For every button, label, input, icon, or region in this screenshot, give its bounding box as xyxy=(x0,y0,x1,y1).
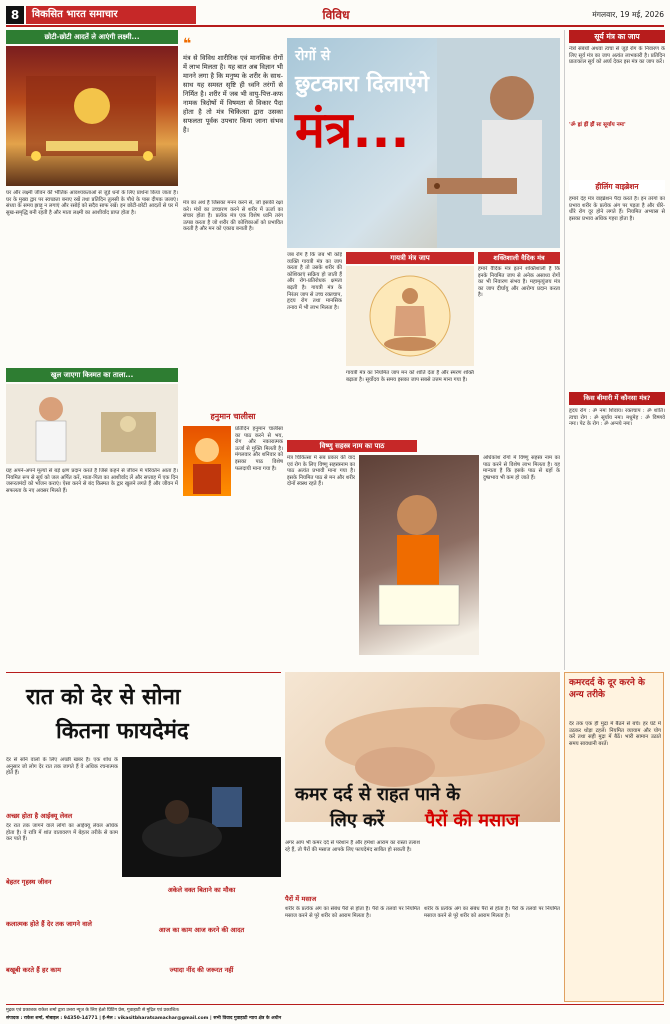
paper-name: विकसित भारत समाचार xyxy=(26,6,196,24)
yoga-illustration xyxy=(346,266,474,366)
sleep-sub-7: ज्यादा नींद की जरूरत नहीं xyxy=(169,966,234,974)
masthead xyxy=(6,6,664,24)
massage-headline-1: कमर दर्द से राहत पाने के xyxy=(295,784,461,805)
sleep-sub-3: कलात्मक होते हैं देर तक जागने वाले xyxy=(6,920,92,928)
sleep-headline-2: कितना फायदेमंद xyxy=(56,719,189,744)
vishnu-section xyxy=(287,440,560,660)
kamar-text: देर तक एक ही मुद्रा में बैठने से बचें। हर घंटे में उठकर थोड़ा टहलें। नियमित व्यायाम और योग करें तथा सही मुद्रा में बैठें। भारी सामान उठाते समय सावधानी बरतें। xyxy=(569,721,661,747)
sleep-intro: देर से सोने वालों के लिए अच्छी खबर है। एक शोध के अनुसार जो लोग देर रात तक जागते हैं वे अधिक रचनात्मक होते हैं। xyxy=(6,757,118,777)
meditation-figure-image xyxy=(346,266,474,366)
sleep-sub-4: बखूबी करते हैं हर काम xyxy=(6,966,61,974)
sleep-body: देर रात तक जागने वाले लोगों का आईक्यू लेवल अधिक होता है। वे रात्रि में शांत वातावरण में बेहतर तरीके से काम कर पाते हैं। xyxy=(6,823,118,843)
temple-photo xyxy=(6,46,178,186)
lead-headline-2: मंत्र... xyxy=(295,101,410,159)
hanuman-image xyxy=(183,426,231,496)
footer-line-2: संपादक : राकेश शर्मा, मोबाइल : 94350-14771 | ई-मेल : vikasitbharatsamachar@gmail.com | सभी विवाद गुवाहाटी न्याय क्षेत्र के अधीन xyxy=(6,1016,282,1021)
massage-headline-2b: पैरों की मसाज xyxy=(425,810,520,831)
sleep-sub-6: आज का काम आज करने की आदत xyxy=(158,926,245,934)
mantra-body-text: मंत्र का अर्थ है जिसका मनन करने से, जो इसकी रक्षा करे। मंत्रों का उच्चारण करने से शरीर में ऊर्जा का संचार होता है। प्रत्येक मंत्र एक विशेष ध्वनि तरंग उत्पन्न करता है जो शरीर की कोशिकाओं को प्रभावित करती है और मन को एकाग्र बनाती है। xyxy=(183,200,283,233)
kismat-banner: खुल जाएगा किस्मत का ताला... xyxy=(6,368,178,382)
night-phone-photo xyxy=(122,757,281,877)
gayatri-box xyxy=(346,252,474,437)
prayer-illustration xyxy=(6,384,178,464)
shakti-title: शक्तिशाली वैदिक मंत्र xyxy=(478,252,560,264)
surya-text: नेत्रों संबंधी अथवा त्वचा से जुड़े रोग के निवारण के लिए सूर्य मंत्र का जाप अत्यंत लाभकारी है। प्रतिदिन प्रातःकाल सूर्य को अर्घ्य देकर इस मंत्र का जाप करें। xyxy=(569,46,665,66)
temple-altar-image xyxy=(6,46,178,186)
kis-bimari-text: हृदय रोग : ॐ नमः शिवाय। रक्तचाप : ॐ शांति। त्वचा रोग : ॐ सूर्याय नमः। मधुमेह : ॐ विष्णवे नमः। पेट के रोग : ॐ अग्नये नमः। xyxy=(569,408,665,428)
lakshmi-banner: छोटी-छोटी आदतें ले आएंगी लक्ष्मी... xyxy=(6,30,178,44)
mantra-intro-block xyxy=(183,54,283,224)
boy-reading-photo xyxy=(359,455,479,655)
gayatri-title: गायत्री मंत्र जाप xyxy=(346,252,474,264)
sleep-headline-1: रात को देर से सोना xyxy=(26,685,181,710)
footer-line-1: मुद्रक एवं प्रकाशक राकेश शर्मा द्वारा उत्तरा न्यूज के लिए ईओ प्रिंटिंग प्रेस, गुवाहाटी से मुद्रित एवं प्रकाशित। xyxy=(6,1008,180,1013)
kamar-title: कमरदर्द के दूर करने के अन्य तरीके xyxy=(569,678,645,700)
kamar-dard-box xyxy=(564,672,664,1002)
section-name: विविध xyxy=(322,8,350,22)
lead-body-left xyxy=(287,252,342,437)
hanuman-chalisa-title: हनुमान चालीसा xyxy=(210,412,256,421)
vishnu-title: विष्णु सहस्त्र नाम का पाठ xyxy=(287,440,417,452)
healing-text: हमारे देह मंत्र वाइब्रेशन पैदा करते हैं। इन तरंगों का प्रभाव शरीर के प्रत्येक अंग पर पड़ता है और धीरे-धीरे रोग दूर होने लगते हैं। नियमित अभ्यास से इसका प्रभाव अधिक गहरा होता है। xyxy=(569,196,665,222)
issue-date: मंगलवार, 19 मई, 2026 xyxy=(592,10,664,19)
woman-phone-night-image xyxy=(122,757,281,877)
sleep-sub-5: अकेले वक्त बिताने का मौका xyxy=(167,886,236,894)
sleep-sub-2: बेहतर गृहस्थ जीवन xyxy=(6,878,52,886)
vishnu-text: मंत्र चिकित्सा में सब प्रकार की वाद एवं रोग के लिए विष्णु सहस्त्रनाम का पाठ अत्यंत प्रभावी माना गया है। इसके नियमित पाठ से मन और शरीर दोनों स्वस्थ रहते हैं। xyxy=(287,455,355,488)
massage-body-3: शरीर के प्रत्येक अंग का संबंध पैरों से होता है। पैरों के तलवों पर नियमित मसाज करने से पूरे शरीर को आराम मिलता है। xyxy=(424,906,560,919)
lead-kicker: रोगों से xyxy=(295,48,331,64)
kismat-section xyxy=(6,368,178,668)
vishnu-text-2: अधिकांश रोगों में विष्णु सहस्त्र नाम का पाठ करने से विशेष लाभ मिलता है। यह मान्यता है कि इसके पाठ से ग्रहों के दुष्प्रभाव भी कम हो जाते हैं। xyxy=(483,455,560,481)
surya-mantra: 'ॐ ह्रां ह्रीं ह्रौं सः सूर्याय नमः' xyxy=(569,122,626,128)
footer xyxy=(6,1004,664,1022)
massage-headline-2a: लिए करें xyxy=(330,810,385,831)
massage-sub: पैरों में मसाज xyxy=(285,895,317,903)
hanuman-chalisa-text: प्रतिदिन हनुमान चालीसा का पाठ करने से भय, रोग और नकारात्मक ऊर्जा से मुक्ति मिलती है। मंगलवार और शनिवार को इसका पाठ विशेष फलदायी माना गया है। xyxy=(235,426,283,472)
kis-bimari-title: किस बीमारी में कौनसा मंत्र? xyxy=(569,392,665,405)
mantra-intro: मंत्र से विविध शारीरिक एवं मानसिक रोगों में लाभ मिलता है। यह बात अब विज्ञान भी मानने लगा है कि मनुष्य के शरीर के साथ-साथ यह समस्त सृष्टि ही ध्वनि तरंगों से निर्मित है। शरीर में जब भी वायु-पित्त-कफ नामक त्रिदोषों में विषमता से विकार पैदा होता है तो मंत्र चिकित्सा द्वारा उसका सफलता पूर्वक उपचार किया जाना संभव है। xyxy=(183,54,283,134)
gayatri-text: गायत्री मंत्र का नियमित जाप मन को शांति देता है और स्मरण शक्ति बढ़ाता है। सूर्योदय के समय इसका जाप सबसे उत्तम माना गया है। xyxy=(346,370,474,383)
lead-body-left-text: जब रोग हैं कि जब भी कोई व्यक्ति गायत्री मंत्र का जाप करता है तो उसके शरीर की कोशिकाएं सक्रिय हो जाती हैं और रोग-प्रतिरोधक क्षमता बढ़ती है। गायत्री मंत्र के निरंतर जाप से उच्च रक्तचाप, हृदय रोग तथा मानसिक तनाव में भी लाभ मिलता है। xyxy=(287,252,342,311)
right-column xyxy=(564,30,664,670)
lakshmi-text: घर और लक्ष्मी जीवन की भौतिक आवश्यकताओं से जुड़े धनों के लिए प्रार्थना किया जाता है। घर के मुख्य द्वार पर स्वच्छता बनाए रखें तथा प्रतिदिन तुलसी के पौधे के पास दीपक जलाएं। संध्या के समय झाड़ू न लगाएं और रसोई को सदैव साफ रखें। इन छोटी-छोटी आदतों से घर में सुख-समृद्धि बनी रहती है और माता लक्ष्मी का आशीर्वाद प्राप्त होता है। xyxy=(6,190,178,216)
hanuman-chalisa-box xyxy=(183,410,283,660)
boy-reading-image xyxy=(359,455,479,655)
shakti-text: हमारे वैदिक मंत्र इतने शक्तिशाली हैं कि इनके नियमित जाप से अनेक असाध्य रोगों का भी निवारण संभव है। महामृत्युंजय मंत्र का जाप दीर्घायु और आरोग्य प्रदान करता है। xyxy=(478,266,560,299)
surya-title: सूर्य मंत्र का जाप xyxy=(569,30,665,43)
healing-title: हीलिंग वाइब्रेशन xyxy=(569,180,665,193)
sleep-sub-1: अच्छा होता है आईक्यू लेवल xyxy=(6,812,73,820)
prayer-photo xyxy=(6,384,178,464)
hanuman-photo xyxy=(183,426,231,496)
mantra-body-col xyxy=(183,200,283,435)
shakti-mantra-box xyxy=(478,252,560,437)
page-number: 8 xyxy=(6,6,24,24)
massage-body: अगर आप भी कमर दर्द से परेशान हैं और हमेशा आराम का रास्ता तलाश रहे हैं, तो पैरों की मसाज आपके लिए फायदेमंद साबित हो सकती है। xyxy=(285,840,420,853)
masthead-rule xyxy=(6,25,664,27)
lead-headline-1: छुटकारा दिलाएंगे xyxy=(295,72,430,97)
kismat-text: ग्रह अपने-अपने मूल्यों से बड़े क्षण प्रदान करते हैं जिसे कहने से जीवन में परिवर्तन आता है। नियमित रूप से सूर्य को जल अर्पित करें, माता-पिता का आशीर्वाद लें और सप्ताह में एक दिन जरूरतमंदों को भोजन कराएं। ऐसा करने से बंद किस्मत के द्वार खुलने लगते हैं और जीवन में सफलता के नए अवसर मिलते हैं। xyxy=(6,468,178,494)
sleep-article xyxy=(6,672,281,1002)
massage-body-2: शरीर के प्रत्येक अंग का संबंध पैरों से होता है। पैरों के तलवों पर नियमित मसाज करने से पूरे शरीर को आराम मिलता है। xyxy=(285,906,420,919)
intro-quote-icon: ❝ xyxy=(183,36,192,52)
